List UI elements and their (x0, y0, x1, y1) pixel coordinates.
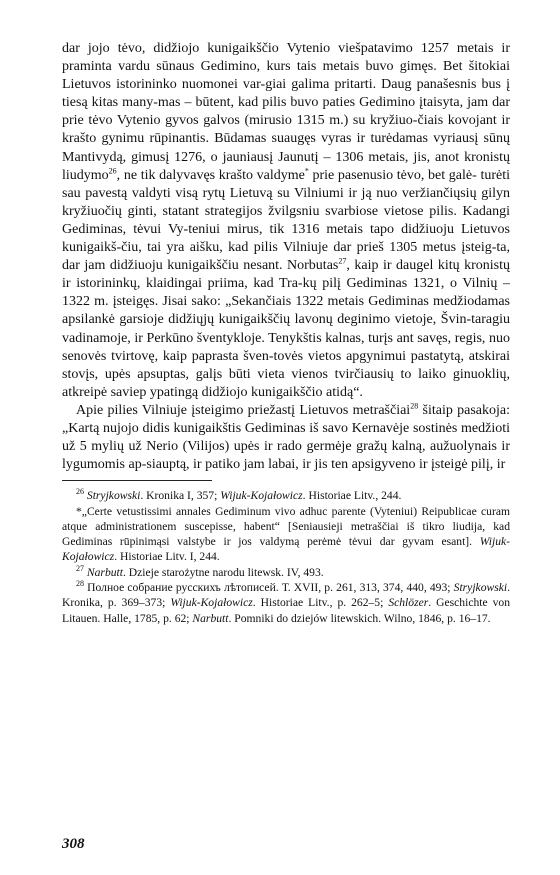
footnotes (62, 488, 510, 626)
footnote-26: $^{26}$ Stryjkowski. Kronika I, 357; Wijuk-Kojałowicz. Historiae Litv., 244. (76, 487, 402, 503)
paragraph-2: Apie pilies Vilniuje įsteigimo priežastį Lietuvos metraščiai$^{28}$ šitaip pasakoja: „Kartą nujojo didis kunigaikštis Gediminas iš savo Kernavėje sostinės medžioti už 5 mylių už Nerio (Vilijos) upės ir rado germėje gražų kalną, aužuolynais ir lygumomis ap-siauptą, ir patiko jam labai, ir jis ten apsigyveno ir įsteigė pilį, ir (62, 401, 511, 473)
footnote-divider (62, 480, 212, 481)
footnote-ref-28: 28 (410, 401, 419, 411)
footnote-star: *„Certe vetustissimi annales Gediminum vivo adhuc parente (Vyteniui) Reipublicae curam atque administrationem suscepisse, habent“ [Seniausieji metraščiai iš tikro liudija, kad Gediminas rūpinimąsi valstybe ir jos valdymą perėmė tėvui dar gyvam esant]. Wijuk-Kojałowicz. Historiae Litv. I, 244. (62, 504, 510, 564)
page-number: 308 (62, 836, 85, 852)
main-text (62, 40, 510, 474)
footnote-ref-26: 26 (108, 166, 117, 175)
footnote-ref-27: 27 (338, 256, 347, 266)
footnote-ref-star: * (304, 166, 309, 175)
paragraph-1: dar jojo tėvo, didžiojo kunigaikščio Vytenio viešpatavimo 1257 metais ir praminta vardu sūnaus Gedimino, kurs tais metais buvo gimęs. Bet šitokiai Lietuvos istorininko nuomonei var-giai galima pritarti. Daug panašesnis bus į tiesą kitas many-mas – būtent, kad pilis buvo paties Gedimino įtaisyta, jam dar prie tėvo Vytenio gyvos galvos (mirusio 1315 m.) su kryžiuo-čiais kovojant ir krašto gynimu rūpinantis. Būdamas suaugęs vyras ir turėdamas vyriausį sūnų Mantivydą, gimusį 1276, o jauniausį Jaunutį – 1306 metais, jis, anot kronistų liudymo$^{26}$, ne tik dalyvavęs krašto valdyme* prie pasenusio tėvo, bet galė- turėti sau pavestą valdyti visą rytų Lietuvą su Vilniumi ir ją nuo veržiančiųsių gilyn kryžiuočių ginti, statant strategijos žvilgsniu svarbiose vietose pilis. Kadangi Gediminas, tėvui Vy-teniui mirus, tik 1316 metais tapo didžiuoju Lietuvos kunigaikš-čiu, tai yra aišku, kad pilis Vilniuje dar prieš 1305 metus įsteig-ta, dar jam didžiuoju kunigaikščiu nesant. Norbutas$^{27}$, kaip ir daugel kitų kronistų ir istorininkų, klaidingai priima, kad Tra-kų pilį Gediminas 1321, o Vilnių – 1322 m. įsteigęs. Jisai sako: „Sekančiais 1322 metais Gediminas medžiodamas apsilankė garsioje didžiųjų kunigaikščių lavonų deginimo vietoje, Švin-taragiu vadinamoje, ir Perkūno šventykloje. Tenykštis kalnas, turįs ant savęs, regis, nuo senovės tvirtovę, kaip paprasta šven-tovės vietos apgynimui pastatytą, atskirai stovįs, upės apsuptas, galįs būti vieta vienos tvirčiausių to laiko ginuoklių, atkreipė saviep ypatingą didžiojo kunigaikščio atidą“. (62, 41, 511, 400)
footnote-28: $^{28}$ Полное собрание русскихъ лѣтописей. Т. XVII, p. 261, 313, 374, 440, 493; Stryjkowski. Kronika, p. 369–373; Wijuk-Kojałowicz. Historiae Litv., p. 262–5; Schlözer. Geschichte von Litauen. Halle, 1785, p. 62; Narbutt. Pomniki do dziejów litewskich. Wilno, 1846, p. 16–17. (62, 579, 511, 625)
book-page (62, 40, 510, 626)
footnote-27: $^{27}$ Narbutt. Dzieje starożytne narodu litewsk. IV, 493. (76, 563, 324, 579)
